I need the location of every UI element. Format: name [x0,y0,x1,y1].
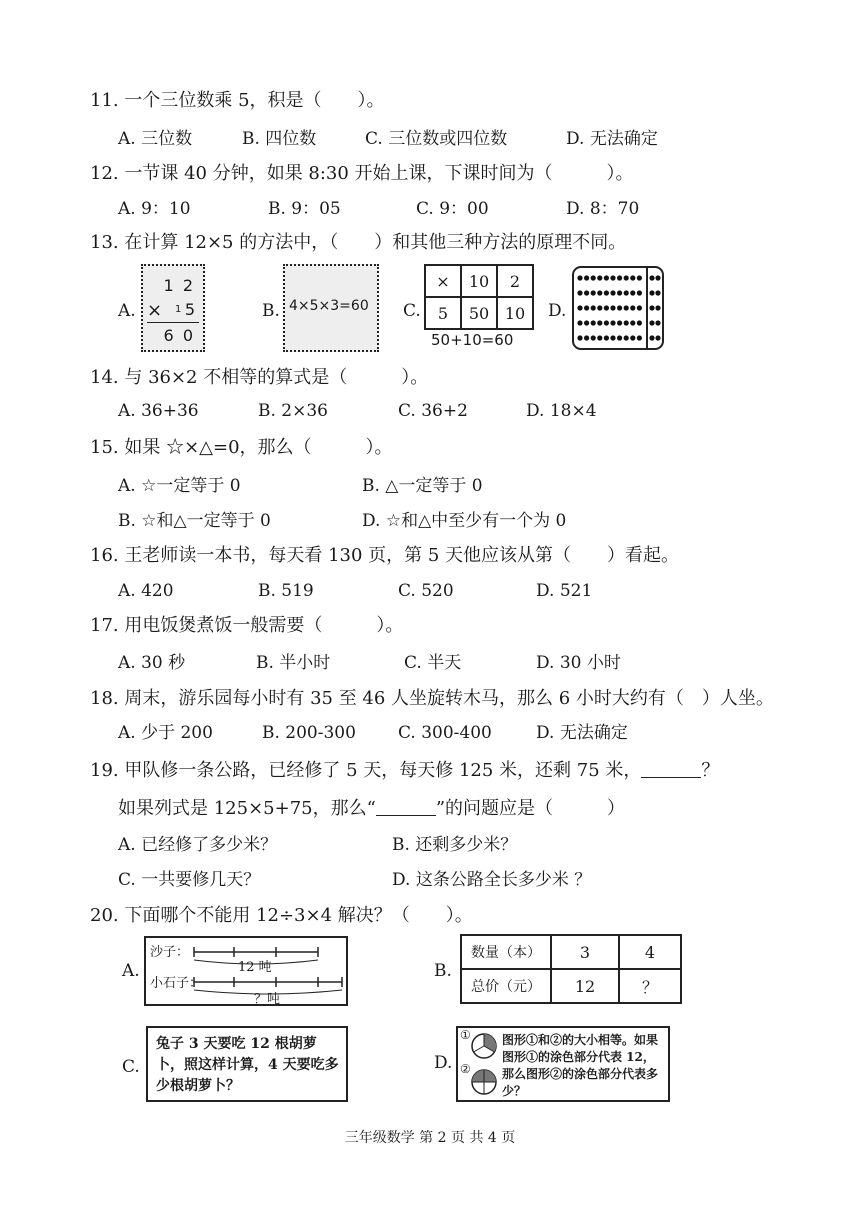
calc-carry: 1 [175,304,182,315]
array-dot [577,335,582,340]
grid-cell: × [425,265,461,297]
calc-row3: 6 0 [163,326,195,345]
q14-option-d: D. 18×4 [526,401,597,421]
array-dot [597,275,602,280]
array-dot [624,305,629,310]
array-dot [655,290,660,295]
q14-option-c: C. 36+2 [398,401,468,421]
array-dot [591,290,596,295]
array-dot [597,290,602,295]
q18-option-a: A. 少于 200 [118,723,213,743]
q15-stem: 15. 如果 ☆×△=0，那么（ ）。 [90,437,393,458]
q20-shapes-box [456,1026,670,1102]
q20-label-d: D. [434,1053,453,1073]
array-dot [624,275,629,280]
q13-expression: 4×5×3=60 [289,298,369,314]
diagram-sand-label: 沙子： [150,945,190,960]
array-dot [655,275,660,280]
price-cell: 总价（元） [461,969,551,1003]
q16-option-c: C. 520 [398,581,454,601]
array-dot [617,290,622,295]
array-dot [630,320,635,325]
array-dot [577,305,582,310]
q12-option-b: B. 9：05 [268,199,341,219]
array-dot [584,290,589,295]
q15-option-c: B. ☆和△一定等于 0 [118,511,271,531]
array-dot [649,275,654,280]
array-dot [577,290,582,295]
array-dot [597,320,602,325]
array-dot [597,335,602,340]
price-cell: ？ [619,969,681,1003]
q13-label-c: C. [403,301,421,321]
q20-label-a: A. [122,961,140,981]
shapes-text: 图形①和②的大小相等。如果图形①的涂色部分代表 12，那么图形②的涂色部分代表多少？ [502,1033,659,1098]
q19-blank2 [376,799,436,816]
array-dot [637,275,642,280]
q13-grid-expression: 50+10=60 [431,331,514,349]
array-dot [630,290,635,295]
array-dot [617,320,622,325]
grid-cell: 2 [497,265,533,297]
q19-stem-end: ？ [701,760,720,781]
array-dot [630,275,635,280]
array-dot [649,305,654,310]
array-dot [655,320,660,325]
q19-option-b: B. 还剩多少米？ [392,835,518,855]
array-dot [604,290,609,295]
q15-option-a: A. ☆一定等于 0 [118,476,241,496]
q20-stem: 20. 下面哪个不能用 12÷3×4 解决？（ ）。 [90,905,473,926]
q19-option-c: C. 一共要修几天？ [118,870,261,890]
array-dot [610,275,615,280]
array-dot [649,290,654,295]
array-dot [655,335,660,340]
array-dot [649,320,654,325]
q12-option-a: A. 9：10 [118,199,191,219]
q19-line2-end: ”的问题应是（ ） [435,798,626,819]
array-dot [630,335,635,340]
array-dot [617,305,622,310]
q17-option-b: B. 半小时 [256,653,331,673]
array-dot [637,305,642,310]
q12-option-c: C. 9：00 [416,199,489,219]
shape1-number: ① [460,1028,471,1042]
q16-option-b: B. 519 [258,581,314,601]
q17-stem: 17. 用电饭煲煮饭一般需要（ ）。 [90,615,404,636]
array-dot [604,320,609,325]
array-dot [604,275,609,280]
diagram-stone-value: ？吨 [254,992,281,1007]
q19-blank [641,761,701,778]
array-dot [604,305,609,310]
array-dot [584,320,589,325]
array-dot [624,320,629,325]
q19-stem [90,760,719,782]
q11-option-c: C. 三位数或四位数 [365,129,508,149]
grid-cell: 50 [461,297,497,329]
array-dot [577,320,582,325]
calc-row2: 5 [184,300,195,319]
q14-option-b: B. 2×36 [258,401,328,421]
diagram-sand-value: 12 吨 [238,960,272,975]
price-cell: 12 [551,969,619,1003]
array-dot [655,305,660,310]
calc-multiply-sign: × [147,300,163,321]
q15-option-b: B. △一定等于 0 [362,476,483,496]
q13-label-b: B. [262,301,280,321]
array-dot [584,275,589,280]
shape2-number: ② [460,1062,471,1076]
array-dot [649,335,654,340]
array-dot [637,290,642,295]
q20-price-table [460,934,682,1004]
q16-stem: 16. 王老师读一本书，每天看 130 页，第 5 天他应该从第（ ）看起。 [90,545,680,566]
calc-row1: 1 2 [163,276,195,295]
q20-line-diagram [144,936,348,1006]
array-dot [637,335,642,340]
q19-stem-text: 19. 甲队修一条公路，已经修了 5 天，每天修 125 米，还剩 75 米， [90,760,642,781]
diagram-stone-label: 小石子： [150,976,203,991]
array-dot [630,305,635,310]
array-dot [591,320,596,325]
q12-option-d: D. 8：70 [566,199,640,219]
q18-option-c: C. 300-400 [398,723,492,743]
array-dot [591,275,596,280]
q19-option-a: A. 已经修了多少米？ [118,835,278,855]
q20-label-c: C. [122,1057,140,1077]
q16-option-a: A. 420 [118,581,174,601]
q13-grid-table [424,264,534,330]
array-dot [624,335,629,340]
q13-expression-box [283,264,379,352]
page-footer: 三年级数学 第 2 页 共 4 页 [344,1130,516,1146]
q17-option-a: A. 30 秒 [118,653,186,673]
q11-option-d: D. 无法确定 [566,129,658,149]
q19-line2-text: 如果列式是 125×5+75，那么“ [118,798,376,819]
q13-label-d: D. [548,301,567,321]
array-dot [597,305,602,310]
q17-option-d: D. 30 小时 [536,653,621,673]
calc-divider [147,322,199,323]
array-dot [617,335,622,340]
array-dot [604,335,609,340]
price-cell: 3 [551,935,619,969]
q18-option-d: D. 无法确定 [536,723,628,743]
array-dot [591,335,596,340]
price-cell: 4 [619,935,681,969]
price-cell: 数量（本） [461,935,551,969]
grid-cell: 10 [461,265,497,297]
q11-option-a: A. 三位数 [118,129,193,149]
q15-option-d: D. ☆和△中至少有一个为 0 [362,511,567,531]
array-dot [610,335,615,340]
array-dot [624,290,629,295]
q13-label-a: A. [118,301,136,321]
array-dot [584,335,589,340]
array-dot [610,320,615,325]
q19-option-d: D. 这条公路全长多少米 ？ [392,870,592,890]
circle-shapes [470,1032,498,1098]
q11-option-b: B. 四位数 [242,129,317,149]
grid-cell: 10 [497,297,533,329]
q20-label-b: B. [434,961,452,981]
q19-line2 [118,798,625,820]
q13-dot-array [572,266,664,350]
q18-stem: 18. 周末，游乐园每小时有 35 至 46 人坐旋转木马，那么 6 小时大约有（ ）人坐。 [90,688,774,709]
array-dot [637,320,642,325]
q12-stem: 12. 一节课 40 分钟，如果 8:30 开始上课，下课时间为（ ）。 [90,163,634,184]
array-dot [584,305,589,310]
array-dot [610,290,615,295]
array-dot [591,305,596,310]
q17-option-c: C. 半天 [404,653,462,673]
q13-stem: 13. 在计算 12×5 的方法中，（ ）和其他三种方法的原理不同。 [90,232,627,253]
q18-option-b: B. 200-300 [262,723,356,743]
array-dot [617,275,622,280]
q16-option-d: D. 521 [536,581,593,601]
rabbit-text: 兔子 3 天要吃 12 根胡萝卜，照这样计算，4 天要吃多少根胡萝卜？ [156,1036,339,1094]
q13-vertical-calc [141,264,205,352]
q14-stem: 14. 与 36×2 不相等的算式是（ ）。 [90,367,429,388]
grid-cell: 5 [425,297,461,329]
array-dot [577,275,582,280]
array-dot [610,305,615,310]
q14-option-a: A. 36+36 [118,401,199,421]
q11-stem: 11. 一个三位数乘 5，积是（ ）。 [90,90,385,111]
q20-rabbit-box [146,1026,348,1102]
